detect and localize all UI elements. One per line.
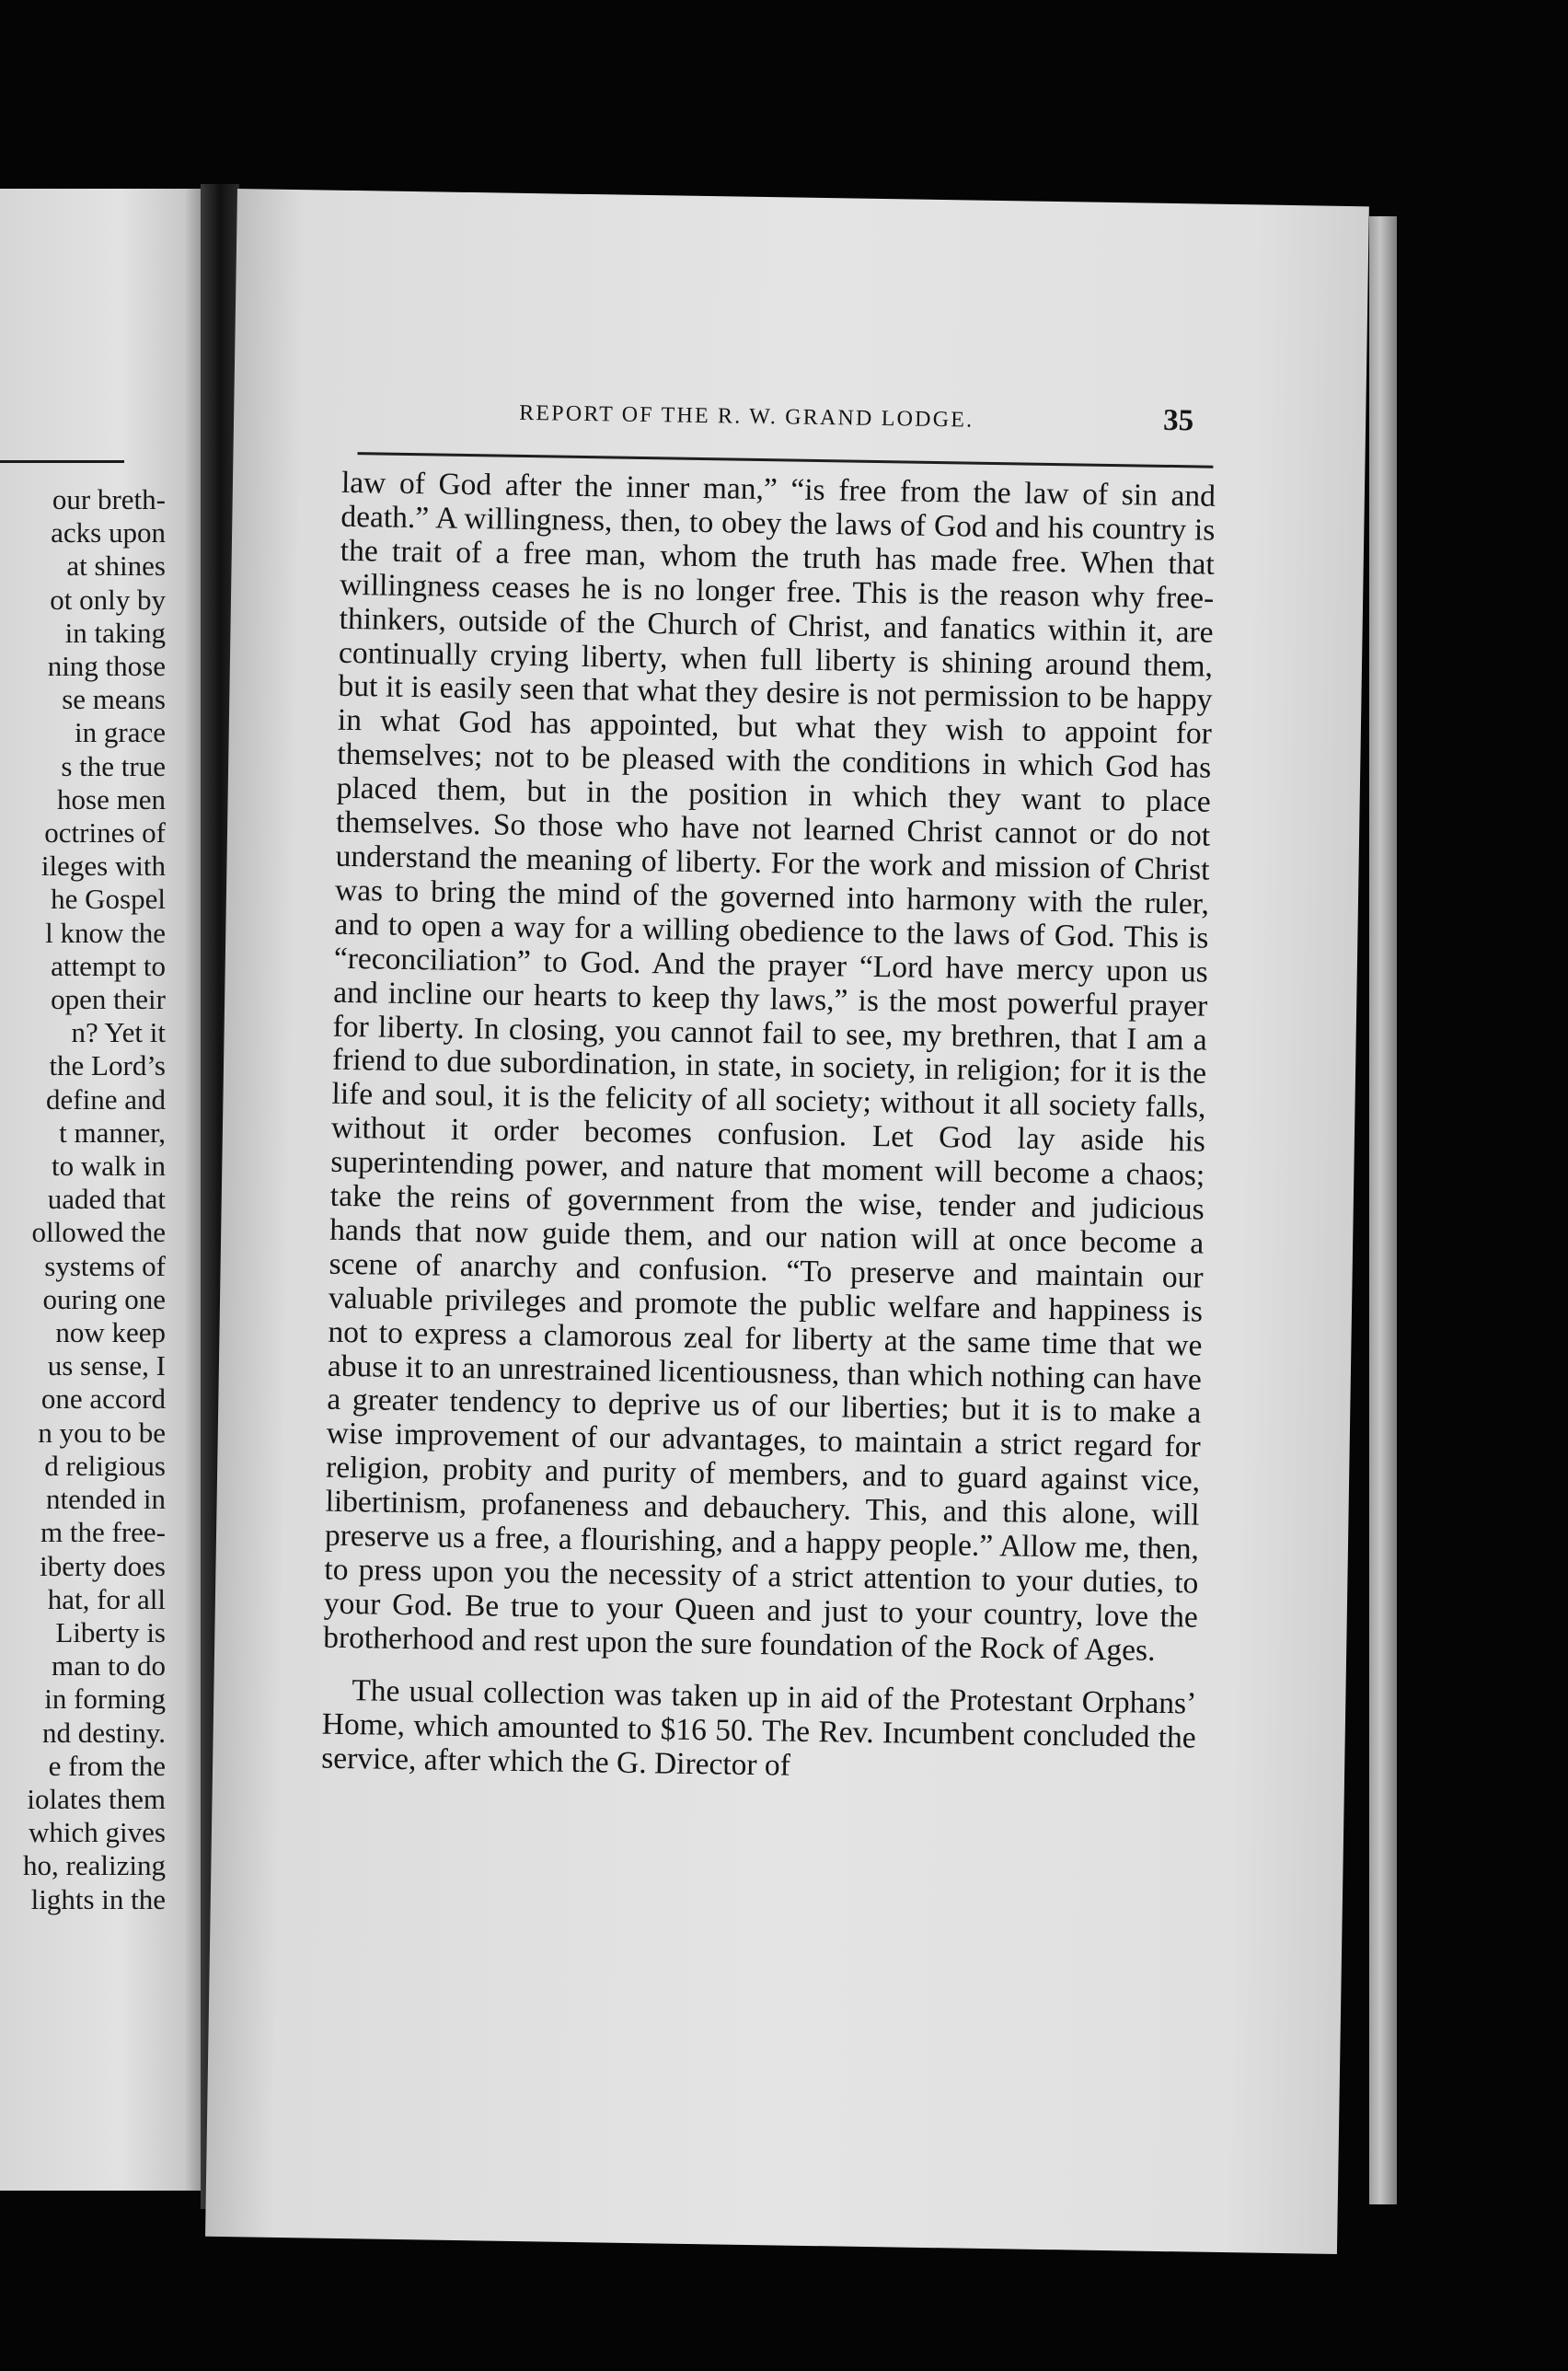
left-page-line: to walk in	[52, 1150, 166, 1183]
left-page-line: hat, for all	[47, 1582, 166, 1615]
left-page-line: l know the	[45, 916, 166, 949]
left-page-line: one accord	[40, 1382, 166, 1416]
left-page-line: at shines	[66, 549, 166, 583]
left-page-line: n you to be	[38, 1416, 166, 1449]
left-page-line: nd destiny.	[41, 1716, 166, 1749]
left-page-line: iolates them	[27, 1782, 166, 1815]
left-page-line: systems of	[44, 1249, 166, 1282]
left-page-line: d religious	[44, 1449, 166, 1482]
left-page-line: our breth-	[52, 483, 166, 515]
left-page-line: s the true	[61, 749, 166, 782]
left-page-line: ning those	[47, 650, 166, 683]
left-page-line: octrines of	[44, 816, 166, 850]
left-page-line: us sense, I	[47, 1349, 166, 1382]
left-page-line: man to do	[52, 1649, 166, 1683]
left-page-line: iberty does	[40, 1549, 166, 1582]
left-page-line: m the free-	[40, 1516, 166, 1549]
left-page-line: acks upon	[51, 516, 166, 549]
page-number: 35	[1162, 403, 1194, 438]
left-page-line: in grace	[75, 716, 166, 749]
left-page-line: now keep	[55, 1316, 166, 1349]
left-page-line: t manner,	[59, 1116, 166, 1149]
left-page-line: open their	[51, 983, 166, 1016]
body-text	[321, 467, 1216, 1789]
paragraph-sermon-conclusion: law of God after the inner man,” “is free from the law of sin and death.” A willingness, then, to obey the laws of God and his country is the trait of a free man, whom the truth has made free. When that willingness ceases he is no longer free. This is the reason why free-thinkers, outside of the Church of Christ, and fanatics within it, are continually crying liberty, when full liberty is shining around them, but it is easily seen that what they desire is not permission to be happy in what God has appointed, but what they wish to appoint for themselves; not to be pleased with the conditions in which God has placed them, but in the position in which they want to place themselves. So those who have not learned Christ cannot or do not understand the meaning of liberty. For the work and mission of Christ was to bring the mind of the governed into harmony with the ruler, and to open a way for a willing obedience to the laws of God. This is “reconciliation” to God. And the prayer “Lord have mercy upon us and incline our hearts to keep thy laws,” is the most powerful prayer for liberty. In closing, you cannot fail to see, my brethren, that I am a friend to due subordination, in state, in society, in religion; for it is the life and soul, it is the felicity of all society; without it all society falls, without it order becomes confusion. Let God lay aside his superintending power, and nature that moment will become a chaos; take the reins of government from the wise, tender and judicious hands that now guide them, and our nation will at once become a scene of anarchy and confusion. “To preserve and maintain our valuable privileges and promote the public welfare and happiness is not to express a clamorous zeal for liberty at the same time that we abuse it to an unrestrained licentiousness, than which nothing can have a greater tendency to deprive us of our liberties; but it is to make a wise improvement of our advantages, to maintain a strict regard for religion, probity and purity of members, and to guard against vice, libertinism, profaneness and debauchery. This, and this alone, will preserve us a free, a flourishing, and a happy people.” Allow me, then, to press upon you the necessity of a strict attention to your duties, to your God. Be true to your Queen and just to your country, love the brotherhood and rest upon the sure foundation of the Rock of Ages.	[322, 465, 1216, 1668]
left-page-line: ho, realizing	[23, 1849, 166, 1882]
left-page-line: attempt to	[51, 949, 166, 982]
left-page-line: which gives	[29, 1816, 166, 1849]
left-page-line: the Lord’s	[49, 1049, 166, 1082]
running-head: REPORT OF THE R. W. GRAND LODGE.	[519, 400, 974, 433]
left-page-line: define and	[46, 1082, 166, 1116]
left-page-head-rule	[0, 460, 124, 463]
left-page-text	[23, 483, 166, 1916]
left-page-line: ollowed the	[31, 1216, 166, 1249]
left-page-line: ntended in	[46, 1483, 166, 1516]
left-page-line: ot only by	[50, 583, 166, 616]
paragraph-collection: The usual collection was taken up in aid of the Protestant Orphans’ Home, which amounted to $16 50. The Rev. Incumbent concluded the service, after which the G. Director of	[320, 1672, 1197, 1783]
left-page-line: lights in the	[30, 1882, 166, 1915]
left-page-fragment	[0, 189, 201, 2191]
page-edge	[1369, 216, 1397, 2204]
left-page-line: ileges with	[40, 850, 166, 883]
left-page-line: he Gospel	[51, 883, 166, 916]
left-page-line: hose men	[57, 782, 166, 815]
left-page-line: n? Yet it	[71, 1016, 166, 1049]
left-page-line: se means	[62, 683, 166, 716]
left-page-line: ouring one	[42, 1282, 166, 1315]
left-page-line: uaded that	[47, 1183, 166, 1216]
head-rule	[357, 452, 1213, 468]
left-page-line: in taking	[64, 616, 166, 649]
right-page	[205, 189, 1369, 2254]
left-page-line: in forming	[44, 1683, 166, 1716]
left-page-line: e from the	[48, 1749, 166, 1782]
left-page-line: Liberty is	[55, 1615, 166, 1648]
